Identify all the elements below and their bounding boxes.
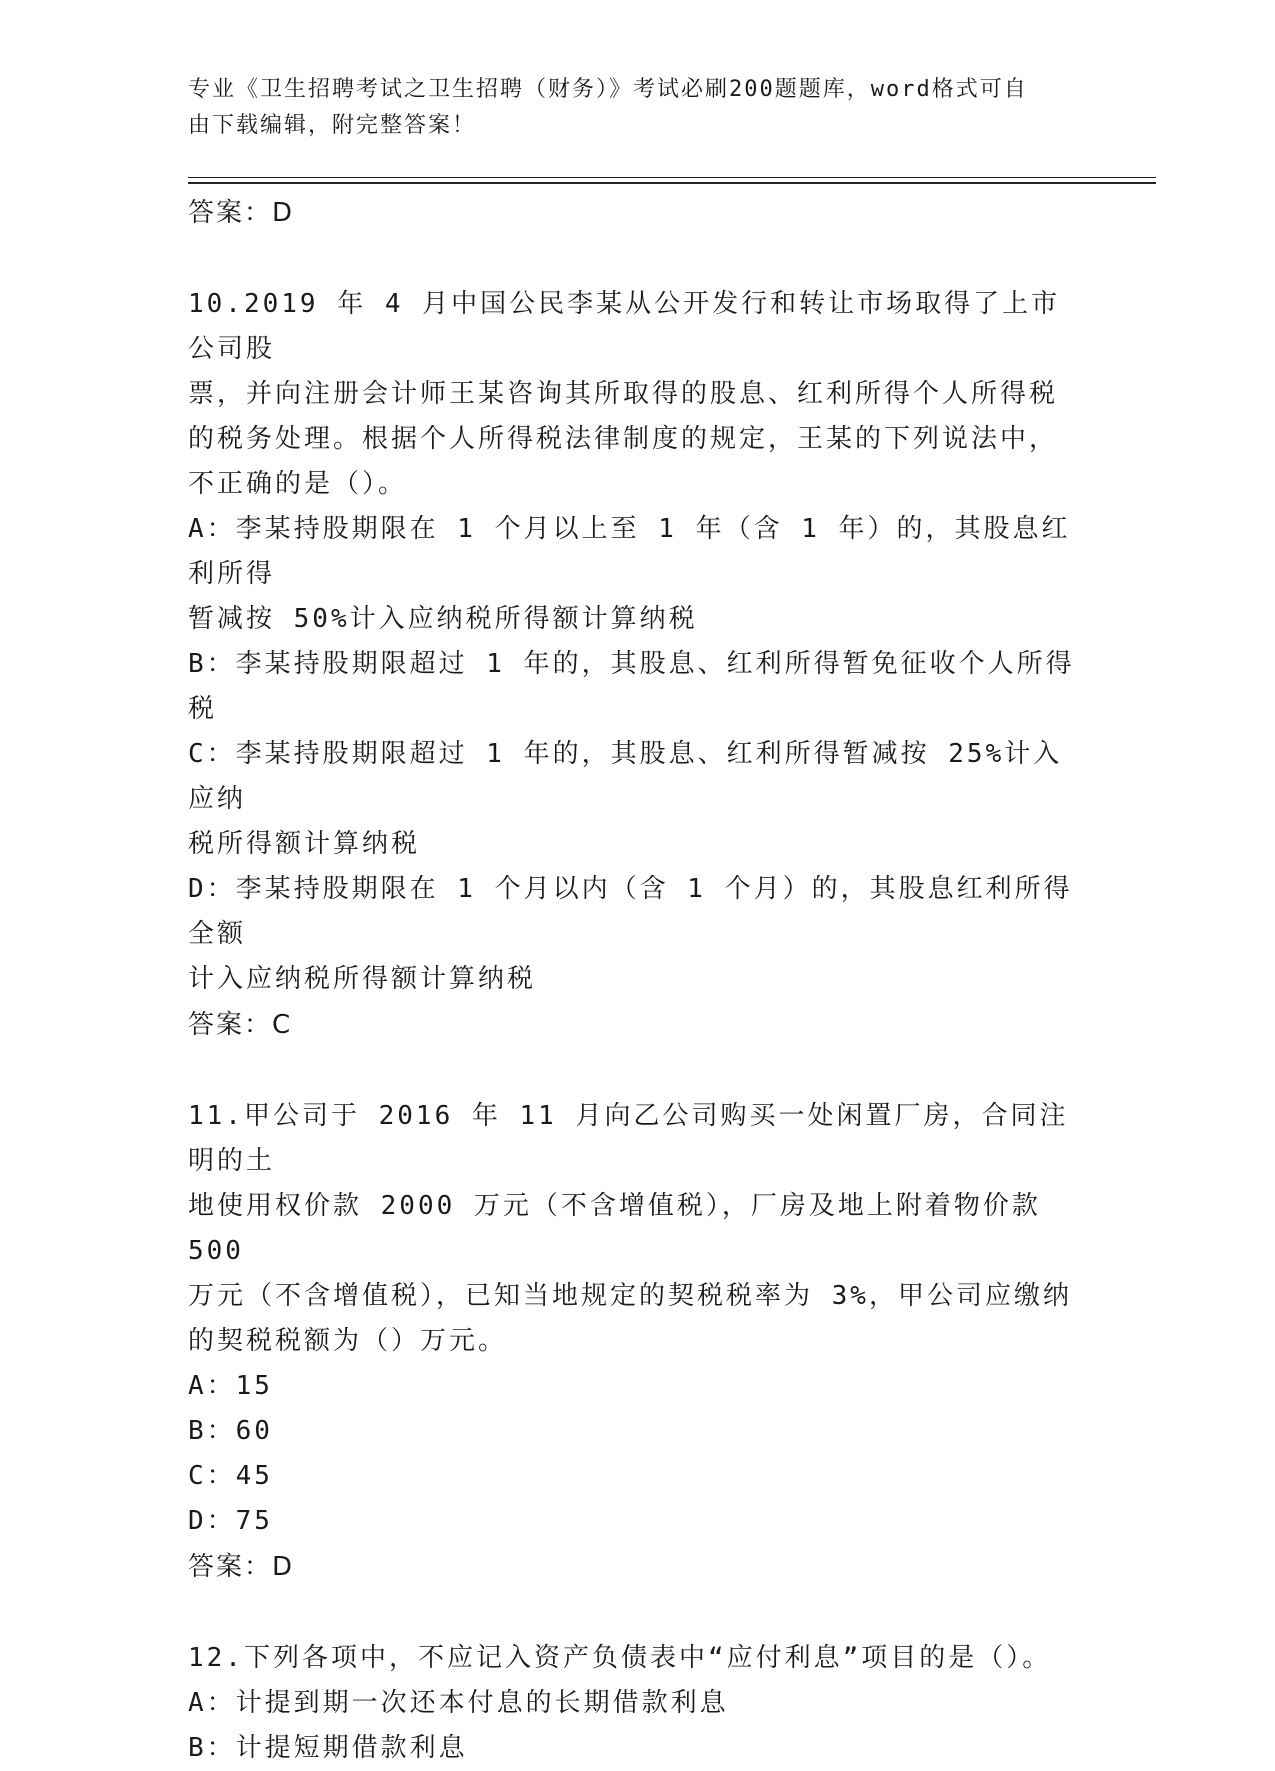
question-10 bbox=[188, 282, 1088, 1048]
option-a-line: 暂减按 50%计入应纳税所得额计算纳税 bbox=[188, 604, 698, 634]
question-stem-line: 万元（不含增值税），已知当地规定的契税税率为 3%，甲公司应缴纳 bbox=[188, 1281, 1072, 1311]
option-a: A：15 bbox=[188, 1371, 273, 1401]
header-rule-thin bbox=[188, 177, 1156, 178]
option-d-line: D：李某持股期限在 1 个月以内（含 1 个月）的，其股息红利所得全额 bbox=[188, 874, 1073, 949]
option-a: A：计提到期一次还本付息的长期借款利息 bbox=[188, 1688, 729, 1718]
answer-line: 答案：D bbox=[188, 198, 295, 228]
option-b-line: B：李某持股期限超过 1 年的，其股息、红利所得暂免征收个人所得税 bbox=[188, 649, 1075, 724]
option-c: C：45 bbox=[188, 1461, 273, 1491]
spacer bbox=[188, 1048, 1088, 1094]
header-line-1: 专业《卫生招聘考试之卫生招聘（财务）》考试必刷200题题库，word格式可自 bbox=[188, 77, 1028, 102]
option-b: B：60 bbox=[188, 1416, 273, 1446]
question-stem-line: 不正确的是（）。 bbox=[188, 469, 408, 499]
question-stem-line: 10.2019 年 4 月中国公民李某从公开发行和转让市场取得了上市公司股 bbox=[188, 289, 1061, 364]
question-stem-line: 11.甲公司于 2016 年 11 月向乙公司购买一处闲置厂房，合同注明的土 bbox=[188, 1101, 1069, 1176]
header-rule-thick bbox=[188, 182, 1156, 184]
option-d-line: 计入应纳税所得额计算纳税 bbox=[188, 964, 537, 994]
question-stem-line: 的税务处理。根据个人所得税法律制度的规定，王某的下列说法中， bbox=[188, 424, 1059, 454]
question-stem-line: 的契税税额为（）万元。 bbox=[188, 1326, 508, 1356]
option-b: B：计提短期借款利息 bbox=[188, 1733, 468, 1763]
spacer bbox=[188, 1590, 1088, 1636]
question-stem-line: 票，并向注册会计师王某咨询其所取得的股息、红利所得个人所得税 bbox=[188, 379, 1059, 409]
answer-line: 答案：D bbox=[188, 1552, 295, 1582]
page-header bbox=[188, 72, 1088, 144]
option-c-line: C：李某持股期限超过 1 年的，其股息、红利所得暂减按 25%计入应纳 bbox=[188, 739, 1063, 814]
question-12 bbox=[188, 1636, 1088, 1771]
option-c-line: 税所得额计算纳税 bbox=[188, 829, 421, 859]
question-stem-line: 地使用权价款 2000 万元（不含增值税），厂房及地上附着物价款 500 bbox=[188, 1191, 1041, 1266]
answer-line: 答案：C bbox=[188, 1010, 293, 1040]
spacer bbox=[188, 236, 1088, 282]
option-a-line: A：李某持股期限在 1 个月以上至 1 年（含 1 年）的，其股息红利所得 bbox=[188, 514, 1071, 589]
question-list bbox=[188, 190, 1088, 1771]
option-d: D：75 bbox=[188, 1506, 273, 1536]
header-line-2: 由下载编辑，附完整答案！ bbox=[188, 113, 477, 138]
question-stem-line: 12.下列各项中，不应记入资产负债表中“应付利息”项目的是（）。 bbox=[188, 1643, 1052, 1673]
question-11 bbox=[188, 1094, 1088, 1590]
